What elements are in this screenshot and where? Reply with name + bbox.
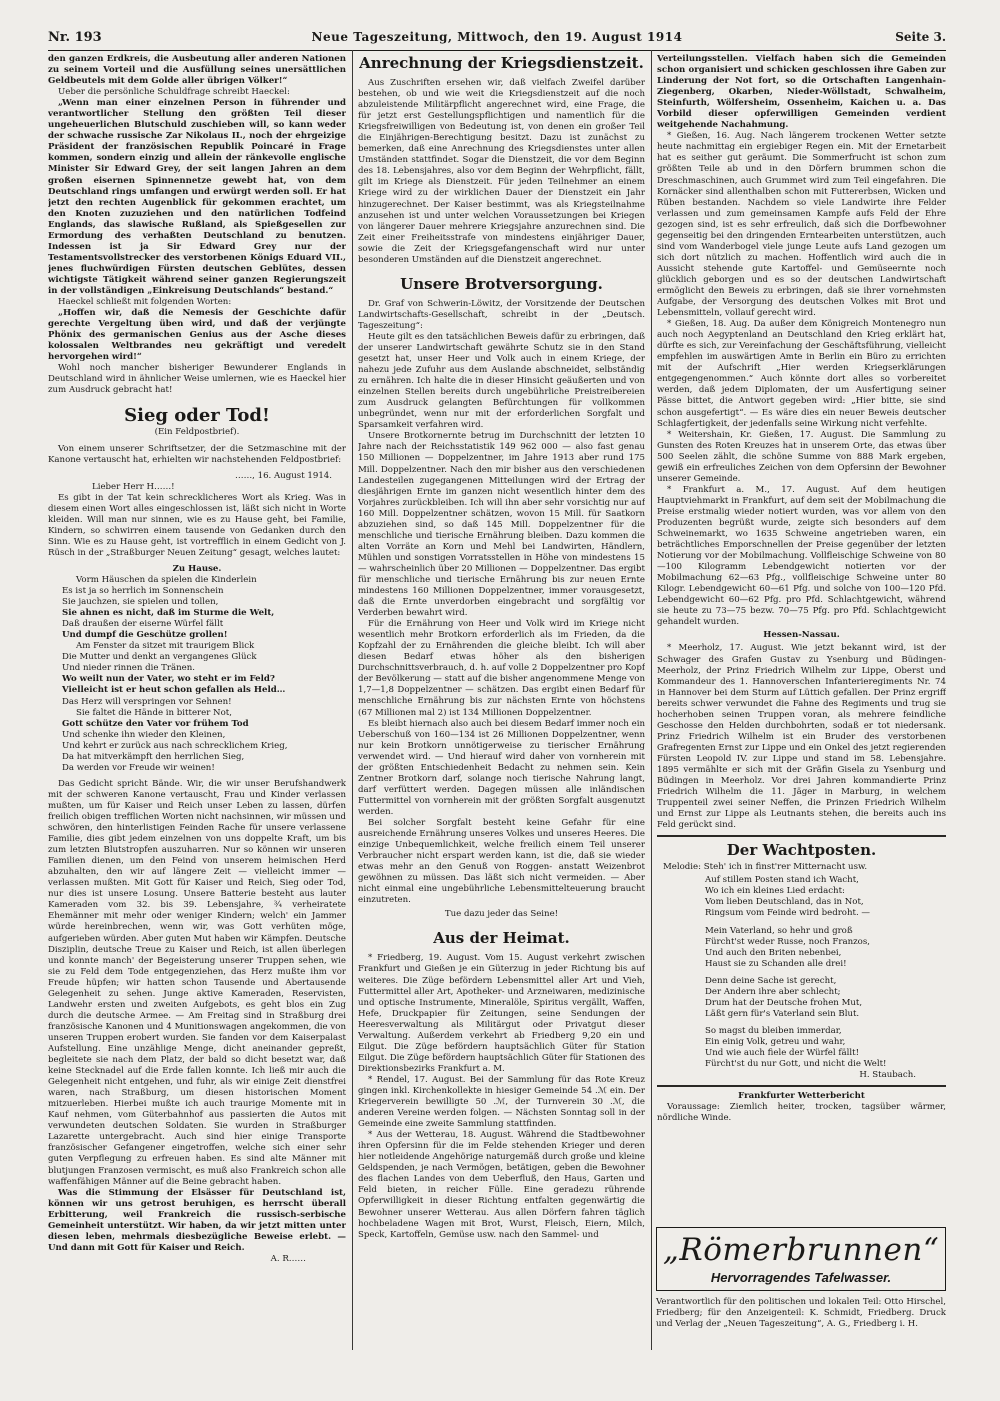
poem-line: Sie jauchzen, sie spielen und tollen, [62,597,219,608]
poem-line: Da hat mitverkämpft den herrlichen Sieg, [62,751,245,762]
poem-line: Und schenke ihn wieder den Kleinen, [62,729,226,740]
letter-salutation: Lieber Herr H……! [92,481,175,492]
intro-paragraph: „Wenn man einer einzelnen Person in führender und verantwortlicher Stellung den größten Teil dieser ungeheuerlichen Blutschuld zuschieben will, so kann weder der schwache russische Zar Nikolaus II., noch der ehrgeizige Präsident der französischen Republik Poincaré in Frage kommen, sondern einzig und allein der ränkevolle englische Minister Sir Edward Grey, der seit langen Jahren an dem großen eisernen Spinnennetze gewebt hat, von dem Deutschland rings umfangen und erwürgt werden soll. Er hat jetzt den rechten Augenblick für gekommen erachtet, um den Knoten zuzuziehen und den natürlichen Todfeind Englands, das slawische Rußland, als Spießgesellen zur Ermordung des verhaßten Deutschland zu benutzen. Indessen ist ja Sir Edward Grey nur der Testamentsvollstrecker des verstorbenen Königs Eduard VII., jenes fluchwürdigen Fürsten deutschen Geblütes, dessen wichtigste Tätigkeit während seiner ganzen Regierungszeit in der vollständigen „Einkreisung Deutschlands“ bestand.“ [48,98,346,296]
poem-title-wachtposten: Der Wachtposten. [726,841,877,860]
article-body: Aus Zuschriften ersehen wir, daß vielfach Zweifel darüber bestehen, ob und wie weit die Kriegsdienstzeit auf die noch abzuleistende Militärpflicht angerechnet wird, eine Frage, die für jetzt erst Gestellungspflichtigen und namentlich für die Kriegsfreiwilligen von Bedeutung ist, von denen ein großer Teil die Einjährigen-Berechtigung besitzt. Dazu ist zunächst zu bemerken, daß eine Anrechnung des Kriegsdienstes unter allen Umständen stattfindet. Sogar die Dienstzeit, die vor dem Beginn des 18. Lebensjahres, also vor dem Beginn der Wehrpflicht, fällt, gilt im Kriege als Dienstzeit. Für jeden Teilnehmer an einem Kriege wird zu der wirklichen Dauer der Dienstzeit ein Jahr hinzugerechnet. Der Kaiser bestimmt, was als Kriegsteilnahme anzusehen ist und unter welchen Voraussetzungen bei Kriegen von längerer Dauer mehrere Kriegsjahre anzurechnen sind. Die Zeit einer Freiheitsstrafe von mindestens einjähriger Dauer, sowie die Zeit der Kriegsgefangenschaft wird nur unter besonderen Umständen auf die Dienstzeit angerechnet. [358,78,645,265]
article-lead: Von einem unserer Schriftsetzer, der die Setzmaschine mit der Kanone vertauscht hat, erhielten wir nachstehenden Feldpostbrief: [48,443,346,465]
section-divider [657,1085,946,1087]
section-divider [657,835,946,837]
poem-line: Und nieder rinnen die Tränen. [62,663,196,674]
letter-signature: A. R…… [270,1253,306,1264]
poem-line: Läßt gern für's Vaterland sein Blut. [705,1008,860,1019]
poem-line: Und auch den Briten nebenbei, [705,947,842,958]
poem-line: Auf stillem Posten stand ich Wacht, [705,875,859,886]
local-news-item: * Meerholz, 17. August. Wie jetzt bekannt wird, ist der Schwager des Grafen Gustav zu Ysenburg und Büdingen-Meerholz, der Prinz Friedrich Wilhelm zur Lippe, Oberst und Kommandeur des 1. Hannoverschen Infanterieregiments Nr. 74 in Hannover bei dem Sturm auf Lüttich gefallen. Der Prinz ergriff bereits schwer verwundet die Fahne des Regiments und trug sie hocherhoben seinen Truppen voran, als mehrere feindliche Geschosse den Helden durchbohrten, sodaß er tot niedersank. Prinz Friedrich Wilhelm ist ein Bruder des verstorbenen Grafregenten Ernst zur Lippe und ein Onkel des jetzt regierenden Fürsten Leopold IV. zur Lippe und stand im 58. Lebensjahre. 1895 vermählte er sich mit der Gräfin Gisela zu Ysenburg und Büdingen in Meerholz. Vor drei Jahren kommandierte Prinz Friedrich Wilhelm die 11. Jäger in Marburg, in welchem Truppenteil zwei seiner Neffen, die Prinzen Friedrich Wilhelm und Ernst zur Lippe als Leutnants stehen, die bereits auch ins Feld gerückt sind. [657,643,946,831]
poem-line: Fürcht'st weder Russe, noch Franzos, [705,936,870,947]
article-body: Heute gilt es den tatsächlichen Beweis dafür zu erbringen, daß der unserer Landwirtschaft gewährte Schutz sie in den Stand gesetzt hat, unser Heer und Volk auch in einem Kriege, der nahezu jede Zufuhr aus dem Auslande abschneidet, selbständig zu ernähren. Ich halte die in dieser Hinsicht geäußerten und von einzelnen Stellen bereits durch ungebührliche Preistreibereien zum Ausdruck gelangten Befürchtungen für vollkommen unbegründet, wenn nur mit der erforderlichen Sorgfalt und Sparsamkeit verfahren wird. [358,331,645,431]
poem-line: Und kehrt er zurück aus nach schrecklichem Krieg, [62,740,288,751]
poem-line: Fürcht'st du nur Gott, und nicht die Welt! [705,1059,887,1070]
article-body: Unsere Brotkornernte betrug im Durchschnitt der letzten 10 Jahre nach der Reichsstatistik 149 962 000 — also fast genau 150 Millionen — Doppelzentner, im Jahre 1913 aber rund 175 Mill. Doppelzentner. Nach den mir bisher aus den verschiedenen Landesteilen zugegangenen Mitteilungen wird der Ertrag der diesjährigen Ernte im ganzen nicht wesentlich hinter dem des Vorjahres zurückbleiben. Ich will ihn aber sehr vorsichtig nur auf 160 Mill. Doppelzentner schätzen, wovon 15 Mill. für Saatkorn abzuziehen sind, so daß 145 Mill. Doppelzentner für die menschliche und tierische Ernährung bleiben. Dazu kommen die alten Vorräte an Korn und Mehl bei Landwirten, Händlern, Mühlen und sonstigen Vorratsstellen in Höhe von mindestens 15 — wahrscheinlich über 20 Millionen — Doppelzentner. Das ergibt für menschliche und tierische Ernährung bis zur neuen Ernte mindestens 160 Millionen Doppelzentner, immer vorausgesetzt, daß die Ernte unverdorben eingebracht und sorgfältig vor Verderben bewahrt wird. [358,431,645,619]
letter-body: Es gibt in der Tat kein schrecklicheres Wort als Krieg. Was in diesem einen Wort alles eingeschlossen ist, läßt sich nicht in Worte kleiden. Will man nur sinnen, wie es zu Hause geht, bei Familie, Kindern, so schwirren einem tausende von Gedanken durch den Sinn. Wie es zu Hause geht, ist vortrefflich in einem Gedicht von J. Rüsch in der „Straßburger Neuen Zeitung“ gesagt, welches lautet: [48,492,346,558]
poem-line: So magst du bleiben immerdar, [705,1025,842,1036]
page-header [48,28,946,50]
intro-paragraph: „Hoffen wir, daß die Nemesis der Geschichte dafür gerechte Vergeltung üben wird, und daß der verjüngte Phönix des germanischen Genius aus der Asche dieses kolossalen Weltbrandes neu gekräftigt und veredelt hervorgehen wird!“ [48,308,346,363]
column-rule-1 [352,50,353,1350]
local-news-item: * Aus der Wetterau, 18. August. Während die Stadtbewohner ihren Opfersinn für die im Felde stehenden Krieger und deren hier notleidende Angehörige naturgemäß durch große und kleine Geldspenden, je nach Vermögen, betätigen, geben die Bewohner des flachen Landes von dem Ueberfluß, den Haus, Garten und Feld bieten, in reicher Fülle. Eine geradezu rührende Opferwilligkeit in dieser Richtung entfalten gegenwärtig die Bewohner unserer Wetterau. Aus allen Dörfern fahren täglich hochbeladene Wagen mit Brot, Wurst, Fleisch, Eiern, Milch, Speck, Kartoffeln, Gemüse usw. nach den Sammel- und [358,1130,645,1240]
header-rule [48,50,946,51]
section-title-aus-der-heimat: Aus der Heimat. [433,929,570,948]
poem-line: Gott schütze den Vater vor frühem Tod [62,718,249,729]
intro-paragraph: Wohl noch mancher bisheriger Bewunderer Englands in Deutschland wird in ähnlicher Weise umlernen, wie es Haeckel hier zum Ausdruck gebracht hat! [48,363,346,396]
local-news-item: * Weitershain, Kr. Gießen, 17. August. Die Sammlung zu Gunsten des Roten Kreuzes hat in unserem Orte, das etwas über 500 Seelen zählt, die schöne Summe von 888 Mark ergeben, gewiß ein erfreuliches Zeichen von dem Opfersinn der Bewohner unserer Gemeinde. [657,429,946,484]
intro-paragraph: den ganzen Erdkreis, die Ausbeutung aller anderen Nationen zu seinem Vorteil und die Ausfüllung seines unersättlichen Geldbeutels mit dem Golde aller übrigen Völker!“ [48,54,346,87]
poem-melody: Melodie: Steh' ich in finst'rer Mitternacht usw. [663,862,868,873]
poem-line: Es ist ja so herrlich im Sonnenschein [62,586,224,597]
column-2 [358,54,645,1350]
poem-line: Vom lieben Deutschland, das in Not, [705,897,864,908]
poem-line: Mein Vaterland, so hehr und groß [705,925,853,936]
local-news-item: * Gießen, 16. Aug. Nach längerem trockenen Wetter setzte heute nachmittag ein ergiebiger Regen ein. Mit der Ernetarbeit hat es seither gut geräumt. Die Sommerfrucht ist schon zum größten Teile ab und in den Dörfern brummen schon die Dreschmaschinen, auch Grummet wird zum Teil eingefahren. Die Kornäcker sind allenthalben schon mit Futtererbsen, Wicken und Rüben bestanden. Nachdem so viele Landwirte ihre Felder verlassen und zum gemeinsamen Kampfe aufs Feld der Ehre gezogen sind, ist es sehr erfreulich, daß sich die Dorfbewohner gegenseitig bei den dringenden Erntearbeiten unterstützen, auch sind vom Wanderbogel viele junge Leute aufs Land gezogen um sich dort nützlich zu machen. Hoffentlich wird auch die in Aussicht stehende gute Kartoffel- und Gemüseernte noch glücklich geborgen und es so der deutschen Landwirtschaft ermöglicht den Beweis zu erbringen, daß sie ihrer vornehmsten Aufgabe, der Versorgung des deutschen Volkes mit Brot und Lebensmitteln, vollauf gerecht wird. [657,131,946,319]
article-title-kriegsdienstzeit: Anrechnung der Kriegsdienstzeit. [359,54,644,72]
advertisement-roemerbrunnen [656,1227,946,1291]
article-body: Bei solcher Sorgfalt besteht keine Gefahr für eine ausreichende Ernährung unseres Volkes und unseres Heeres. Die einzige Unbequemlichkeit, welche freilich einem Teil unserer Verbraucher nicht erspart werden kann, ist die, daß sie wieder etwas mehr an den Genuß von Roggen- anstatt Weizenbrot gewöhnen zu müssen. Das läßt sich nicht vermeiden. — Aber nicht einmal eine ungebührliche Lebensmittelteuerung braucht einzutreten. [358,818,645,906]
poem-zu-hause [48,575,346,774]
article-subtitle: (Ein Feldpostbrief). [154,427,240,438]
ad-tagline: Hervorragendes Tafelwasser. [710,1270,892,1285]
local-news-item: * Friedberg, 19. August. Vom 15. August verkehrt zwischen Frankfurt und Gießen je ein Güterzug in jeder Richtung bis auf weiteres. Die Züge befördern Lebensmittel aller Art und Vieh, Futtermittel aller Art, Apotheker- und Arzneiwaren, medizinische und optische Instrumente, Mineralöle, Spiritus vergällt, Waffen, Hefe, Druckpapier für Zeitungen, seine Sendungen der Heeresverwaltung als Militärgut oder Privatgut dieser Verwaltung. Außerdem verkehrt ab Friedberg 9,20 ein und Eilgut. Die Züge befördern hauptsächlich Güter für Station Eilgut. Die Züge befördern hauptsächlich Güter für Stationen des Direktionsbezirks Frankfurt a. M. [358,953,645,1074]
poem-line: Sie ahnen es nicht, daß im Sturme die Welt, [62,608,275,619]
column-rule-2 [651,50,652,1350]
intro-paragraph: Haeckel schließt mit folgenden Worten: [58,297,232,308]
poem-title-zu-hause: Zu Hause. [172,563,222,574]
poem-line: Sie faltet die Hände in bitterer Not, [76,707,232,718]
ad-brand-name: „Römerbrunnen“ [662,1232,940,1268]
intro-paragraph: Ueber die persönliche Schuldfrage schreibt Haeckel: [58,87,290,98]
sub-heading-hessen-nassau: Hessen-Nassau. [763,630,840,641]
article-body: Dr. Graf von Schwerin-Löwitz, der Vorsitzende der Deutschen Landwirtschafts-Gesellschaft, schreibt in der „Deutsch. Tageszeitung“: [358,298,645,331]
poem-line: Vorm Häuschen da spielen die Kinderlein [76,575,257,586]
poem-author: H. Staubach. [859,1070,916,1081]
article-closing: Tue dazu jeder das Seine! [444,909,559,920]
page-number: Seite 3. [895,30,946,44]
local-news-item: * Frankfurt a. M., 17. August. Auf dem heutigen Hauptviehmarkt in Frankfurt, auf dem seit der Mobilmachung die Preise erstmalig wieder notiert wurden, was vor allem von den Produzenten begrüßt wurde, zeigte sich besonders auf dem Schweinemarkt, wo 1635 Schweine angetrieben waren, ein beträchtliches Emporschnellen der Preise gegenüber der letzten Notierung vor der Mobilmachung. Vollfleischige Schweine von 80—100 Kilogramm Lebendgewicht notierten vor der Mobilmachung 62—63 Pfg., vollfleischige Schweine unter 80 Kilogr. Lebendgewicht 60—61 Pfg. und solche von 100—120 Pfd. Lebendgewicht 60—62 Pfg. pro Pfd. Schlachtgewicht, während sie heute zu 73—75 bezw. 70—75 Pfg. pro Pfd. Schlachtgewicht gehandelt wurden. [657,484,946,628]
weather-report-title: Frankfurter Wetterbericht [738,1091,865,1102]
imprint: Verantwortlich für den politischen und lokalen Teil: Otto Hirschel, Friedberg; für den Anzeigenteil: K. Schmidt, Friedberg. Druck und Verlag der „Neuen Tageszeitung“, A. G., Friedberg i. H. [656,1297,946,1329]
poem-line: Vielleicht ist er heut schon gefallen als Held… [62,685,286,696]
poem-line: Und dumpf die Geschütze grollen! [62,630,228,641]
poem-line: Und wie auch fiele der Würfel fällt! [705,1047,860,1058]
poem-line: Ringsum vom Feinde wird bedroht. — [705,908,871,919]
letter-body: Was die Stimmung der Elsässer für Deutschland ist, können wir uns getrost beruhigen, es herrscht überall Erbitterung, weil Frankreich die russisch-serbische Gemeinheit unterstützt. Wir haben, da wir jetzt mitten unter diesen leben, mehrmals diesbezügliche Beweise erlebt. — Und dann mit Gott für Kaiser und Reich. [48,1187,346,1253]
poem-line: Denn deine Sache ist gerecht, [705,975,837,986]
article-body: Für die Ernährung von Heer und Volk wird im Kriege nicht wesentlich mehr Brotkorn erforderlich als im Frieden, da die Kopfzahl der zu Ernährenden die gleiche bleibt. Ich will aber diesen Bedarf etwas höher als den bisherigen Durchschnittsverbrauch, d. h. auf volle 2 Doppelzentner pro Kopf der Bevölkerung — statt auf die bisher angenommene Menge von 1,7—1,8 Doppelzentner — schätzen. Das ergibt einen Bedarf für menschliche Ernährung bis zur nächsten Ernte von höchstens (67 Millionen mal 2) ist 134 Millionen Doppelzentner. [358,619,645,718]
article-title-brotversorgung: Unsere Brotversorgung. [400,274,603,293]
local-news-item: * Gießen, 18. Aug. Da außer dem Königreich Montenegro nun auch noch Aegyptenland an Deutschland den Krieg erklärt hat, dürfte es sich, zur Vereinfachung der Geschäftsführung, vielleicht empfehlen im auswärtigen Amte in Berlin ein Büro zu errichten mit der Aufschrift „Hier werden Kriegserklärungen entgegengenommen.“ Auch könnte dort alles so vorbereitet werden, daß jedem Diplomaten, der um Ausfertigung seiner Pässe bittet, die Antwort gegeben wird: „Hier bitte, sie sind schon ausgefertigt“. — Es wäre dies ein neuer Beweis deutscher Schlagfertigkeit, der jedenfalls seine Wirkung nicht verfehlte. [657,319,946,429]
weather-forecast: Voraussage: Ziemlich heiter, trocken, tagsüber wärmer, nördliche Winde. [657,1102,946,1124]
poem-wachtposten [657,875,946,1070]
poem-line: Drum hat der Deutsche frohen Mut, [705,997,863,1008]
poem-line: Die Mutter und denkt an vergangenes Glück [62,652,257,663]
poem-line: Da werden vor Freude wir weinen! [62,762,215,773]
poem-line: Wo ich ein kleines Lied erdacht: [705,886,845,897]
issue-number: Nr. 193 [48,30,102,45]
local-news-item: Verteilungsstellen. Vielfach haben sich die Gemeinden schon organisiert und schicken geschlossen ihre Gaben zur Linderung der Not fort, so die Ortschaften Langenhain-Ziegenberg, Okarben, Nieder-Wöllstadt, Schwalheim, Steinfurth, Wölfersheim, Ossenheim, Kaichen u. a. Das Vorbild dieser opferwilligen Gemeinden verdient weitgehende Nachahmung. [657,54,946,131]
letter-body: Das Gedicht spricht Bände. Wir, die wir unser Berufshandwerk mit der schweren Kanone vertauscht, Frau und Kinder verlassen mußten, um für Kaiser und Reich unser Leben zu lassen, dürfen freilich obigen trefflichen Worten nicht nachsinnen, wir müssen und schwören, den hinterlistigen Feinden Rache für unsere verlassene Familie, dies gibt jedem einzelnen von uns doppelte Kraft, um bis zum letzten Blutstropfen auszuharren. Nur so können wir unseren Familien dienen, um den Feind von unserem heimischen Herd abzuhalten, den wir auf längere Zeit — vielleicht immer — verlassen mußten. Mit Gott für Kaiser und Reich, Sieg oder Tod, nur dies ist unsere Losung. Unsere Batterie besteht aus lauter Kameraden vom 32. bis 39. Lebensjahre, ¾ verheiratete Ehemänner mit mehr oder weniger Kindern; welch' ein Jammer würde hereinbrechen, wenn wir, was Gott verhüten möge, aufgerieben würden. Aber guten Mut haben wir Kämpfen. Deutsche Disziplin, deutsche Treue zu Kaiser und Reich, ist allen überlegen und konnte manch' der Begeisterung unserer Truppen sehen, wie sie zu Feld dem Tode entgegenziehen, das Herz mußte ihm vor Freude hüpfen; wir hatten schon Tausende und Abertausende Gelegenheit zu sehen. Junge aktive Kameraden, Reservisten, Landwehr ersten und zweiten Aufgebots, es geht blos ein Zug durch die deutsche Armee. — Am Freitag sind in Straßburg drei französische Kanonen und 4 Munitionswagen angekommen, die von unseren Truppen erobert wurden. Sie fanden vor dem Kaiserpalast Aufstellung. Eine unzählige Menge, dicht aneinander gepreßt, begleitete sie nach dem Platz, der bald so dicht besetzt war, daß keine Stecknadel auf die Erde fallen konnte. Ich ließ mir auch die Gelegenheit nicht entgehen, und fuhr, als wir einige Zeit dienstfrei waren, nach Straßburg, um diesen historischen Moment mitzuerleben. Hierbei mußte ich auch traurige Momente mit in Kauf nehmen, vom Güterbahnhof aus passierten die Autos mit verwundeten deutschen Soldaten. Sie wurden in Straßburger Lazarette untergebracht. Auch sind hier einige Transporte französischer Gefangener eingetroffen, welche sich einer sehr guten Verpflegung zu erfreuen haben. Es sind alte Männer mit blutjungen Franzosen vermischt, es muß also Frankreich schon alle waffenfähigen Männer auf die Beine gebracht haben. [48,778,346,1187]
poem-line: Ein einig Volk, getreu und wahr, [705,1036,846,1047]
article-title-sieg-oder-tod: Sieg oder Tod! [124,405,270,427]
poem-line: Haust sie zu Schanden alle drei! [705,958,847,969]
local-news-item: * Rendel, 17. August. Bei der Sammlung für das Rote Kreuz gingen inkl. Kirchenkollekte in hiesiger Gemeinde 54 .ℳ ein. Der Kriegerverein bewilligte 50 .ℳ, der Turnverein 30 .ℳ, die anderen Vereine werden folgen. — Nächsten Sonntag soll in der Gemeinde eine zweite Sammlung stattfinden. [358,1074,645,1130]
poem-line: Der Andern ihre aber schlecht; [705,986,841,997]
poem-line: Daß draußen der eiserne Würfel fällt [62,619,224,630]
masthead-line: Neue Tageszeitung, Mittwoch, den 19. August 1914 [311,30,683,44]
poem-line: Am Fenster da sitzet mit traurigem Blick [76,641,255,652]
poem-line: Wo weilt nun der Vater, wo steht er im Feld? [62,674,275,685]
poem-line: Das Herz will verspringen vor Sehnen! [62,696,232,707]
letter-dateline: ……, 16. August 1914. [234,470,332,481]
column-3 [657,54,946,1222]
article-body: Es bleibt hiernach also auch bei diesem Bedarf immer noch ein Ueberschuß von 160—134 ist 26 Millionen Doppelzentner, wenn nur kein Brotkorn unnötigerweise zu tierischer Ernährung verwendet wird. — Und hierauf wird daher von vornherein mit der größten Entschiedenheit Bedacht zu nehmen sein. Kein Zentner Brotkorn darf, solange noch tierische Nahrung langt, darf verfüttert werden. Dagegen müssen alle inländischen Futtermittel von vornherein mit der größten Sorgfalt ausgenutzt werden. [358,718,645,817]
column-1 [48,54,346,1350]
